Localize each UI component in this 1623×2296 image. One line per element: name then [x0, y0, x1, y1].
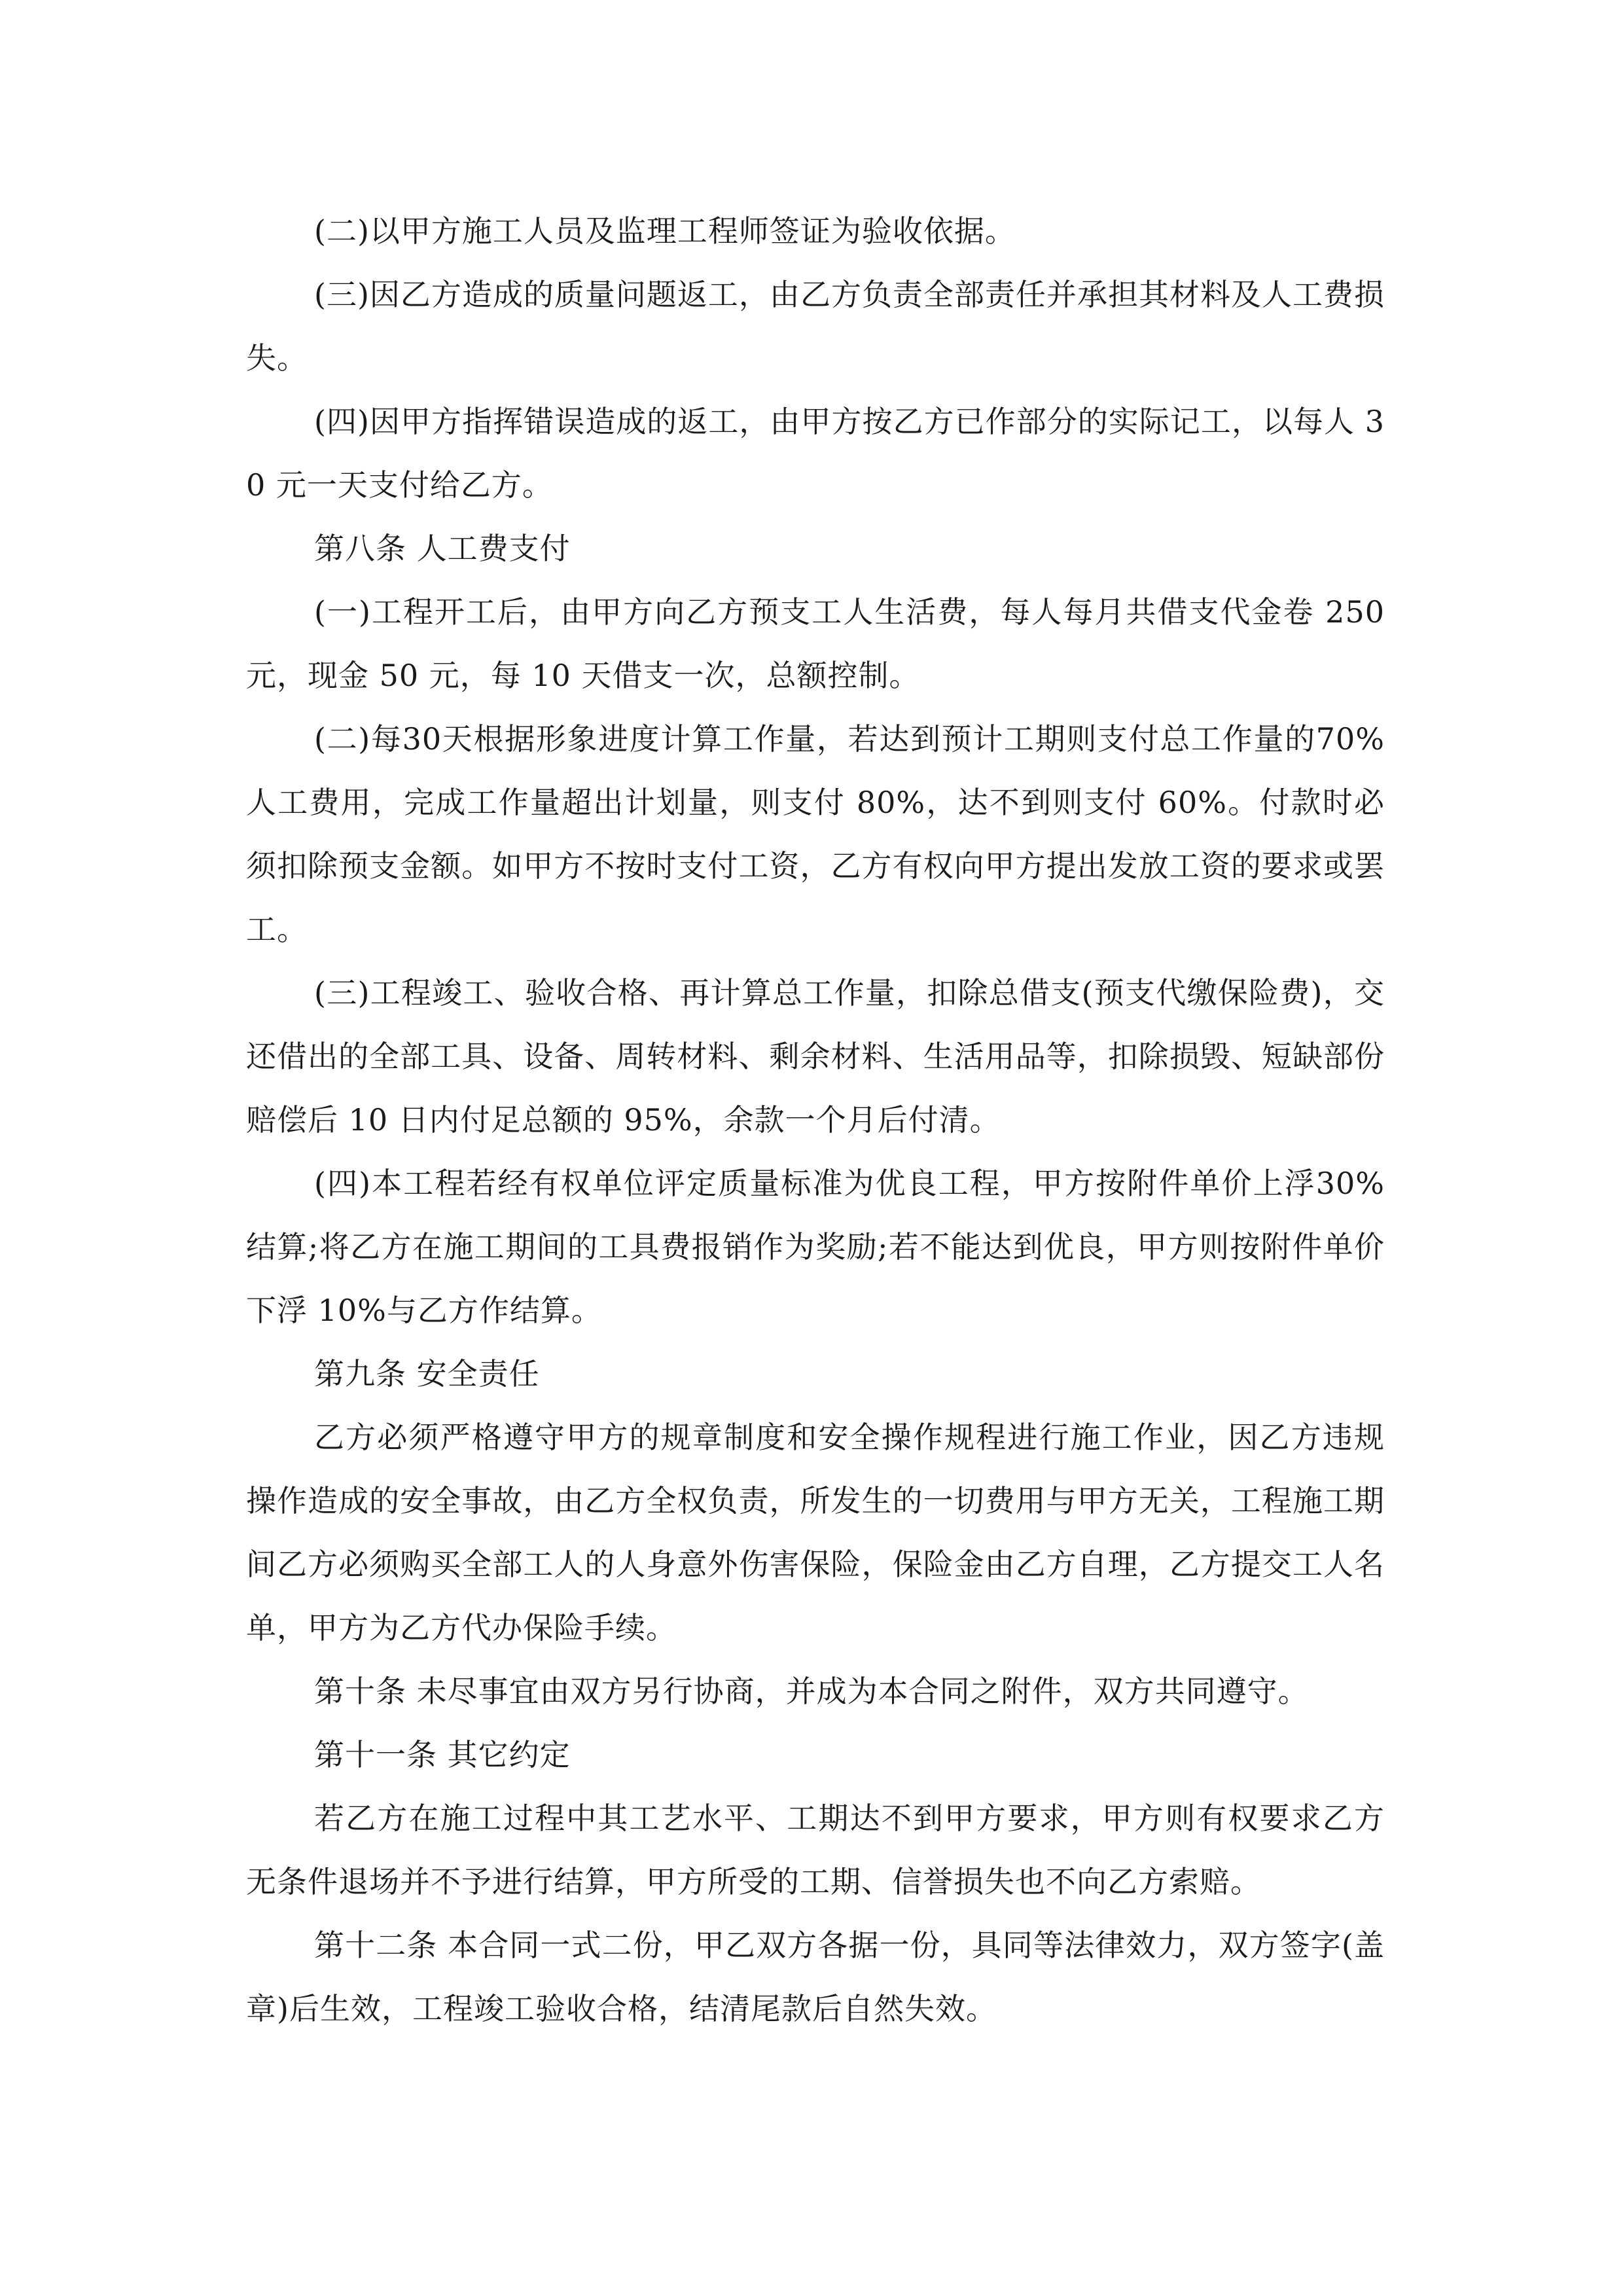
clause-8-heading: 第八条 人工费支付: [314, 531, 571, 566]
clause-7-item-4: (四)因甲方指挥错误造成的返工，由甲方按乙方已作部分的实际记工，以每人 30 元一天支付给乙方。: [246, 404, 1385, 503]
clause-8-item-2: (二)每30天根据形象进度计算工作量，若达到预计工期则支付总工作量的70% 人工费用，完成工作量超出计划量，则支付 80%，达不到则支付 60%。付款时必须扣除预支金额。如甲方不按时支付工资，乙方有权向甲方提出发放工资的要求或罢工。: [246, 721, 1385, 947]
clause-7-item-3: (三)因乙方造成的质量问题返工，由乙方负责全部责任并承担其材料及人工费损失。: [246, 277, 1385, 376]
clause-8-item-3: (三)工程竣工、验收合格、再计算总工作量，扣除总借支(预支代缴保险费)，交还借出的全部工具、设备、周转材料、剩余材料、生活用品等，扣除损毁、短缺部份赔偿后 10 日内付足总额的 95%，余款一个月后付清。: [246, 975, 1385, 1138]
clause-7-item-2: (二)以甲方施工人员及监理工程师签证为验收依据。: [314, 213, 1016, 249]
clause-9-heading: 第九条 安全责任: [314, 1356, 540, 1391]
contract-body: [246, 200, 1385, 2041]
clause-8-item-1: (一)工程开工后，由甲方向乙方预支工人生活费，每人每月共借支代金卷 250 元，现金 50 元，每 10 天借支一次，总额控制。: [246, 594, 1385, 693]
clause-8-item-4: (四)本工程若经有权单位评定质量标准为优良工程，甲方按附件单价上浮30% 结算;将乙方在施工期间的工具费报销作为奖励;若不能达到优良，甲方则按附件单价下浮 10%与乙方作结算。: [246, 1166, 1385, 1328]
clause-10: 第十条 未尽事宜由双方另行协商，并成为本合同之附件，双方共同遵守。: [314, 1674, 1309, 1709]
clause-11-heading: 第十一条 其它约定: [314, 1737, 571, 1772]
clause-12: 第十二条 本合同一式二份，甲乙双方各据一份，具同等法律效力，双方签字(盖章)后生效，工程竣工验收合格，结清尾款后自然失效。: [246, 1928, 1385, 2026]
clause-9-body: 乙方必须严格遵守甲方的规章制度和安全操作规程进行施工作业，因乙方违规操作造成的安全事故，由乙方全权负责，所发生的一切费用与甲方无关，工程施工期间乙方必须购买全部工人的人身意外伤害保险，保险金由乙方自理，乙方提交工人名单，甲方为乙方代办保险手续。: [246, 1420, 1385, 1645]
clause-11-body: 若乙方在施工过程中其工艺水平、工期达不到甲方要求，甲方则有权要求乙方无条件退场并不予进行结算，甲方所受的工期、信誉损失也不向乙方索赔。: [246, 1801, 1385, 1899]
